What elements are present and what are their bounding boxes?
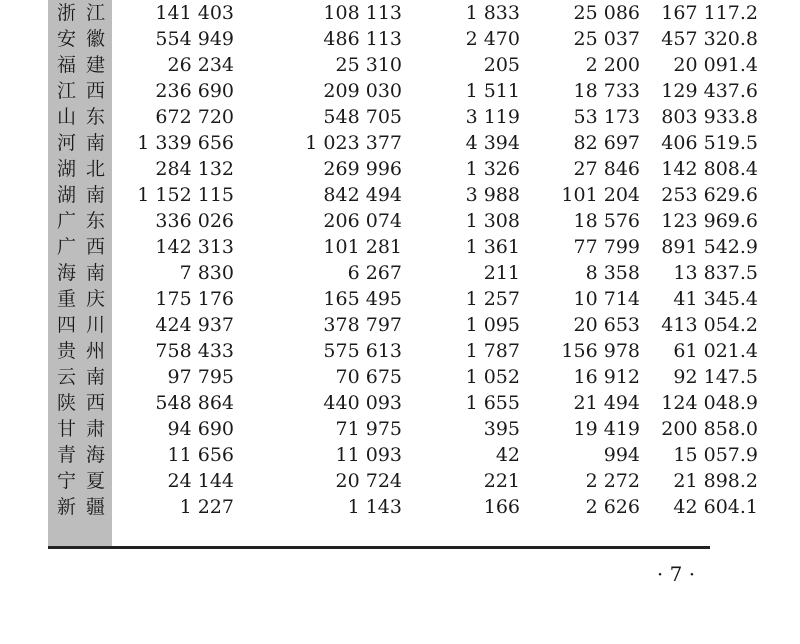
region-cell: 海南 [56, 262, 115, 284]
region-cell: 四川 [56, 314, 115, 336]
value-cell-5: 124 048.9 [661, 392, 758, 414]
value-cell-3: 3 119 [465, 106, 520, 128]
value-cell-1: 758 433 [155, 340, 234, 362]
table-row [48, 494, 758, 520]
value-cell-5: 253 629.6 [661, 184, 758, 206]
statistics-table-wrapper [48, 0, 758, 546]
value-cell-4: 101 204 [561, 184, 640, 206]
value-cell-3: 166 [483, 496, 520, 518]
table-row [48, 130, 758, 156]
value-cell-3: 1 511 [465, 80, 520, 102]
region-cell: 湖北 [56, 158, 115, 180]
region-cell: 安徽 [56, 28, 115, 50]
page-number: · 7 · [656, 562, 696, 586]
value-cell-3: 42 [495, 444, 520, 466]
value-cell-3: 1 257 [465, 288, 520, 310]
value-cell-4: 16 912 [573, 366, 640, 388]
value-cell-5: 142 808.4 [661, 158, 758, 180]
value-cell-3: 1 308 [465, 210, 520, 232]
value-cell-2: 6 267 [347, 262, 402, 284]
value-cell-1: 672 720 [155, 106, 234, 128]
region-cell: 山东 [56, 106, 115, 128]
value-cell-2: 70 675 [335, 366, 402, 388]
value-cell-1: 284 132 [155, 158, 234, 180]
value-cell-2: 101 281 [323, 236, 402, 258]
value-cell-2: 1 023 377 [305, 132, 402, 154]
table-row [48, 26, 758, 52]
table-body [48, 0, 758, 520]
value-cell-4: 82 697 [573, 132, 640, 154]
table-row [48, 52, 758, 78]
table-row [48, 312, 758, 338]
value-cell-1: 11 656 [167, 444, 234, 466]
value-cell-2: 11 093 [335, 444, 402, 466]
value-cell-4: 2 200 [585, 54, 640, 76]
value-cell-1: 97 795 [167, 366, 234, 388]
value-cell-5: 167 117.2 [661, 2, 758, 24]
value-cell-4: 10 714 [573, 288, 640, 310]
value-cell-1: 94 690 [167, 418, 234, 440]
value-cell-3: 211 [483, 262, 520, 284]
value-cell-1: 24 144 [167, 470, 234, 492]
value-cell-4: 25 037 [573, 28, 640, 50]
value-cell-4: 77 799 [573, 236, 640, 258]
value-cell-4: 8 358 [585, 262, 640, 284]
value-cell-2: 108 113 [323, 2, 402, 24]
table-row [48, 78, 758, 104]
value-cell-5: 129 437.6 [661, 80, 758, 102]
value-cell-4: 19 419 [573, 418, 640, 440]
table-row [48, 260, 758, 286]
value-cell-2: 548 705 [323, 106, 402, 128]
value-cell-5: 41 345.4 [673, 288, 758, 310]
table-row [48, 104, 758, 130]
region-cell: 云南 [56, 366, 115, 388]
value-cell-4: 156 978 [561, 340, 640, 362]
table-row [48, 364, 758, 390]
table-row [48, 286, 758, 312]
value-cell-2: 486 113 [323, 28, 402, 50]
table-row [48, 390, 758, 416]
value-cell-5: 13 837.5 [673, 262, 758, 284]
region-cell: 青海 [56, 444, 115, 466]
value-cell-5: 803 933.8 [661, 106, 758, 128]
value-cell-3: 1 052 [465, 366, 520, 388]
value-cell-5: 21 898.2 [673, 470, 758, 492]
value-cell-3: 1 655 [465, 392, 520, 414]
value-cell-5: 891 542.9 [661, 236, 758, 258]
region-cell: 贵州 [56, 340, 115, 362]
region-cell: 江西 [56, 80, 115, 102]
value-cell-5: 92 147.5 [673, 366, 758, 388]
value-cell-1: 554 949 [155, 28, 234, 50]
value-cell-2: 165 495 [323, 288, 402, 310]
value-cell-1: 142 313 [155, 236, 234, 258]
value-cell-4: 27 846 [573, 158, 640, 180]
value-cell-3: 1 326 [465, 158, 520, 180]
region-cell: 宁夏 [56, 470, 115, 492]
value-cell-1: 7 830 [179, 262, 234, 284]
value-cell-5: 406 519.5 [661, 132, 758, 154]
value-cell-5: 457 320.8 [661, 28, 758, 50]
value-cell-5: 413 054.2 [661, 314, 758, 336]
region-cell: 甘肃 [56, 418, 115, 440]
table-row [48, 0, 758, 26]
region-cell: 广东 [56, 210, 115, 232]
region-cell: 福建 [56, 54, 115, 76]
table-row [48, 208, 758, 234]
value-cell-3: 395 [483, 418, 520, 440]
value-cell-2: 842 494 [323, 184, 402, 206]
value-cell-5: 123 969.6 [661, 210, 758, 232]
value-cell-1: 236 690 [155, 80, 234, 102]
value-cell-2: 71 975 [335, 418, 402, 440]
value-cell-4: 2 626 [585, 496, 640, 518]
region-cell: 陕西 [56, 392, 115, 414]
table-row [48, 156, 758, 182]
table-bottom-rule [48, 546, 710, 549]
value-cell-3: 2 470 [465, 28, 520, 50]
value-cell-2: 378 797 [323, 314, 402, 336]
table-row [48, 182, 758, 208]
region-cell: 新疆 [56, 496, 115, 518]
table-row [48, 234, 758, 260]
value-cell-3: 1 095 [465, 314, 520, 336]
value-cell-2: 25 310 [335, 54, 402, 76]
value-cell-4: 18 576 [573, 210, 640, 232]
value-cell-3: 205 [483, 54, 520, 76]
value-cell-5: 42 604.1 [673, 496, 758, 518]
value-cell-2: 209 030 [323, 80, 402, 102]
value-cell-1: 141 403 [155, 2, 234, 24]
region-cell: 河南 [56, 132, 115, 154]
table-row [48, 442, 758, 468]
value-cell-4: 2 272 [585, 470, 640, 492]
value-cell-1: 1 339 656 [137, 132, 234, 154]
value-cell-5: 200 858.0 [661, 418, 758, 440]
value-cell-4: 25 086 [573, 2, 640, 24]
value-cell-5: 20 091.4 [673, 54, 758, 76]
value-cell-4: 18 733 [573, 80, 640, 102]
table-row [48, 416, 758, 442]
region-cell: 重庆 [56, 288, 115, 310]
value-cell-4: 994 [603, 444, 640, 466]
value-cell-1: 26 234 [167, 54, 234, 76]
value-cell-3: 1 833 [465, 2, 520, 24]
value-cell-1: 1 227 [179, 496, 234, 518]
value-cell-4: 53 173 [573, 106, 640, 128]
region-cell: 浙江 [56, 2, 115, 24]
value-cell-1: 548 864 [155, 392, 234, 414]
value-cell-3: 3 988 [465, 184, 520, 206]
value-cell-1: 175 176 [155, 288, 234, 310]
value-cell-3: 1 361 [465, 236, 520, 258]
value-cell-2: 440 093 [323, 392, 402, 414]
region-cell: 广西 [56, 236, 115, 258]
value-cell-1: 1 152 115 [137, 184, 234, 206]
value-cell-2: 206 074 [323, 210, 402, 232]
table-row [48, 338, 758, 364]
statistics-table [48, 0, 758, 520]
value-cell-4: 21 494 [573, 392, 640, 414]
value-cell-3: 221 [483, 470, 520, 492]
value-cell-5: 15 057.9 [673, 444, 758, 466]
value-cell-3: 1 787 [465, 340, 520, 362]
table-row [48, 468, 758, 494]
value-cell-2: 269 996 [323, 158, 402, 180]
value-cell-2: 1 143 [347, 496, 402, 518]
value-cell-2: 575 613 [323, 340, 402, 362]
region-cell: 湖南 [56, 184, 115, 206]
value-cell-4: 20 653 [573, 314, 640, 336]
value-cell-1: 336 026 [155, 210, 234, 232]
value-cell-1: 424 937 [155, 314, 234, 336]
value-cell-2: 20 724 [335, 470, 402, 492]
value-cell-3: 4 394 [465, 132, 520, 154]
value-cell-5: 61 021.4 [673, 340, 758, 362]
